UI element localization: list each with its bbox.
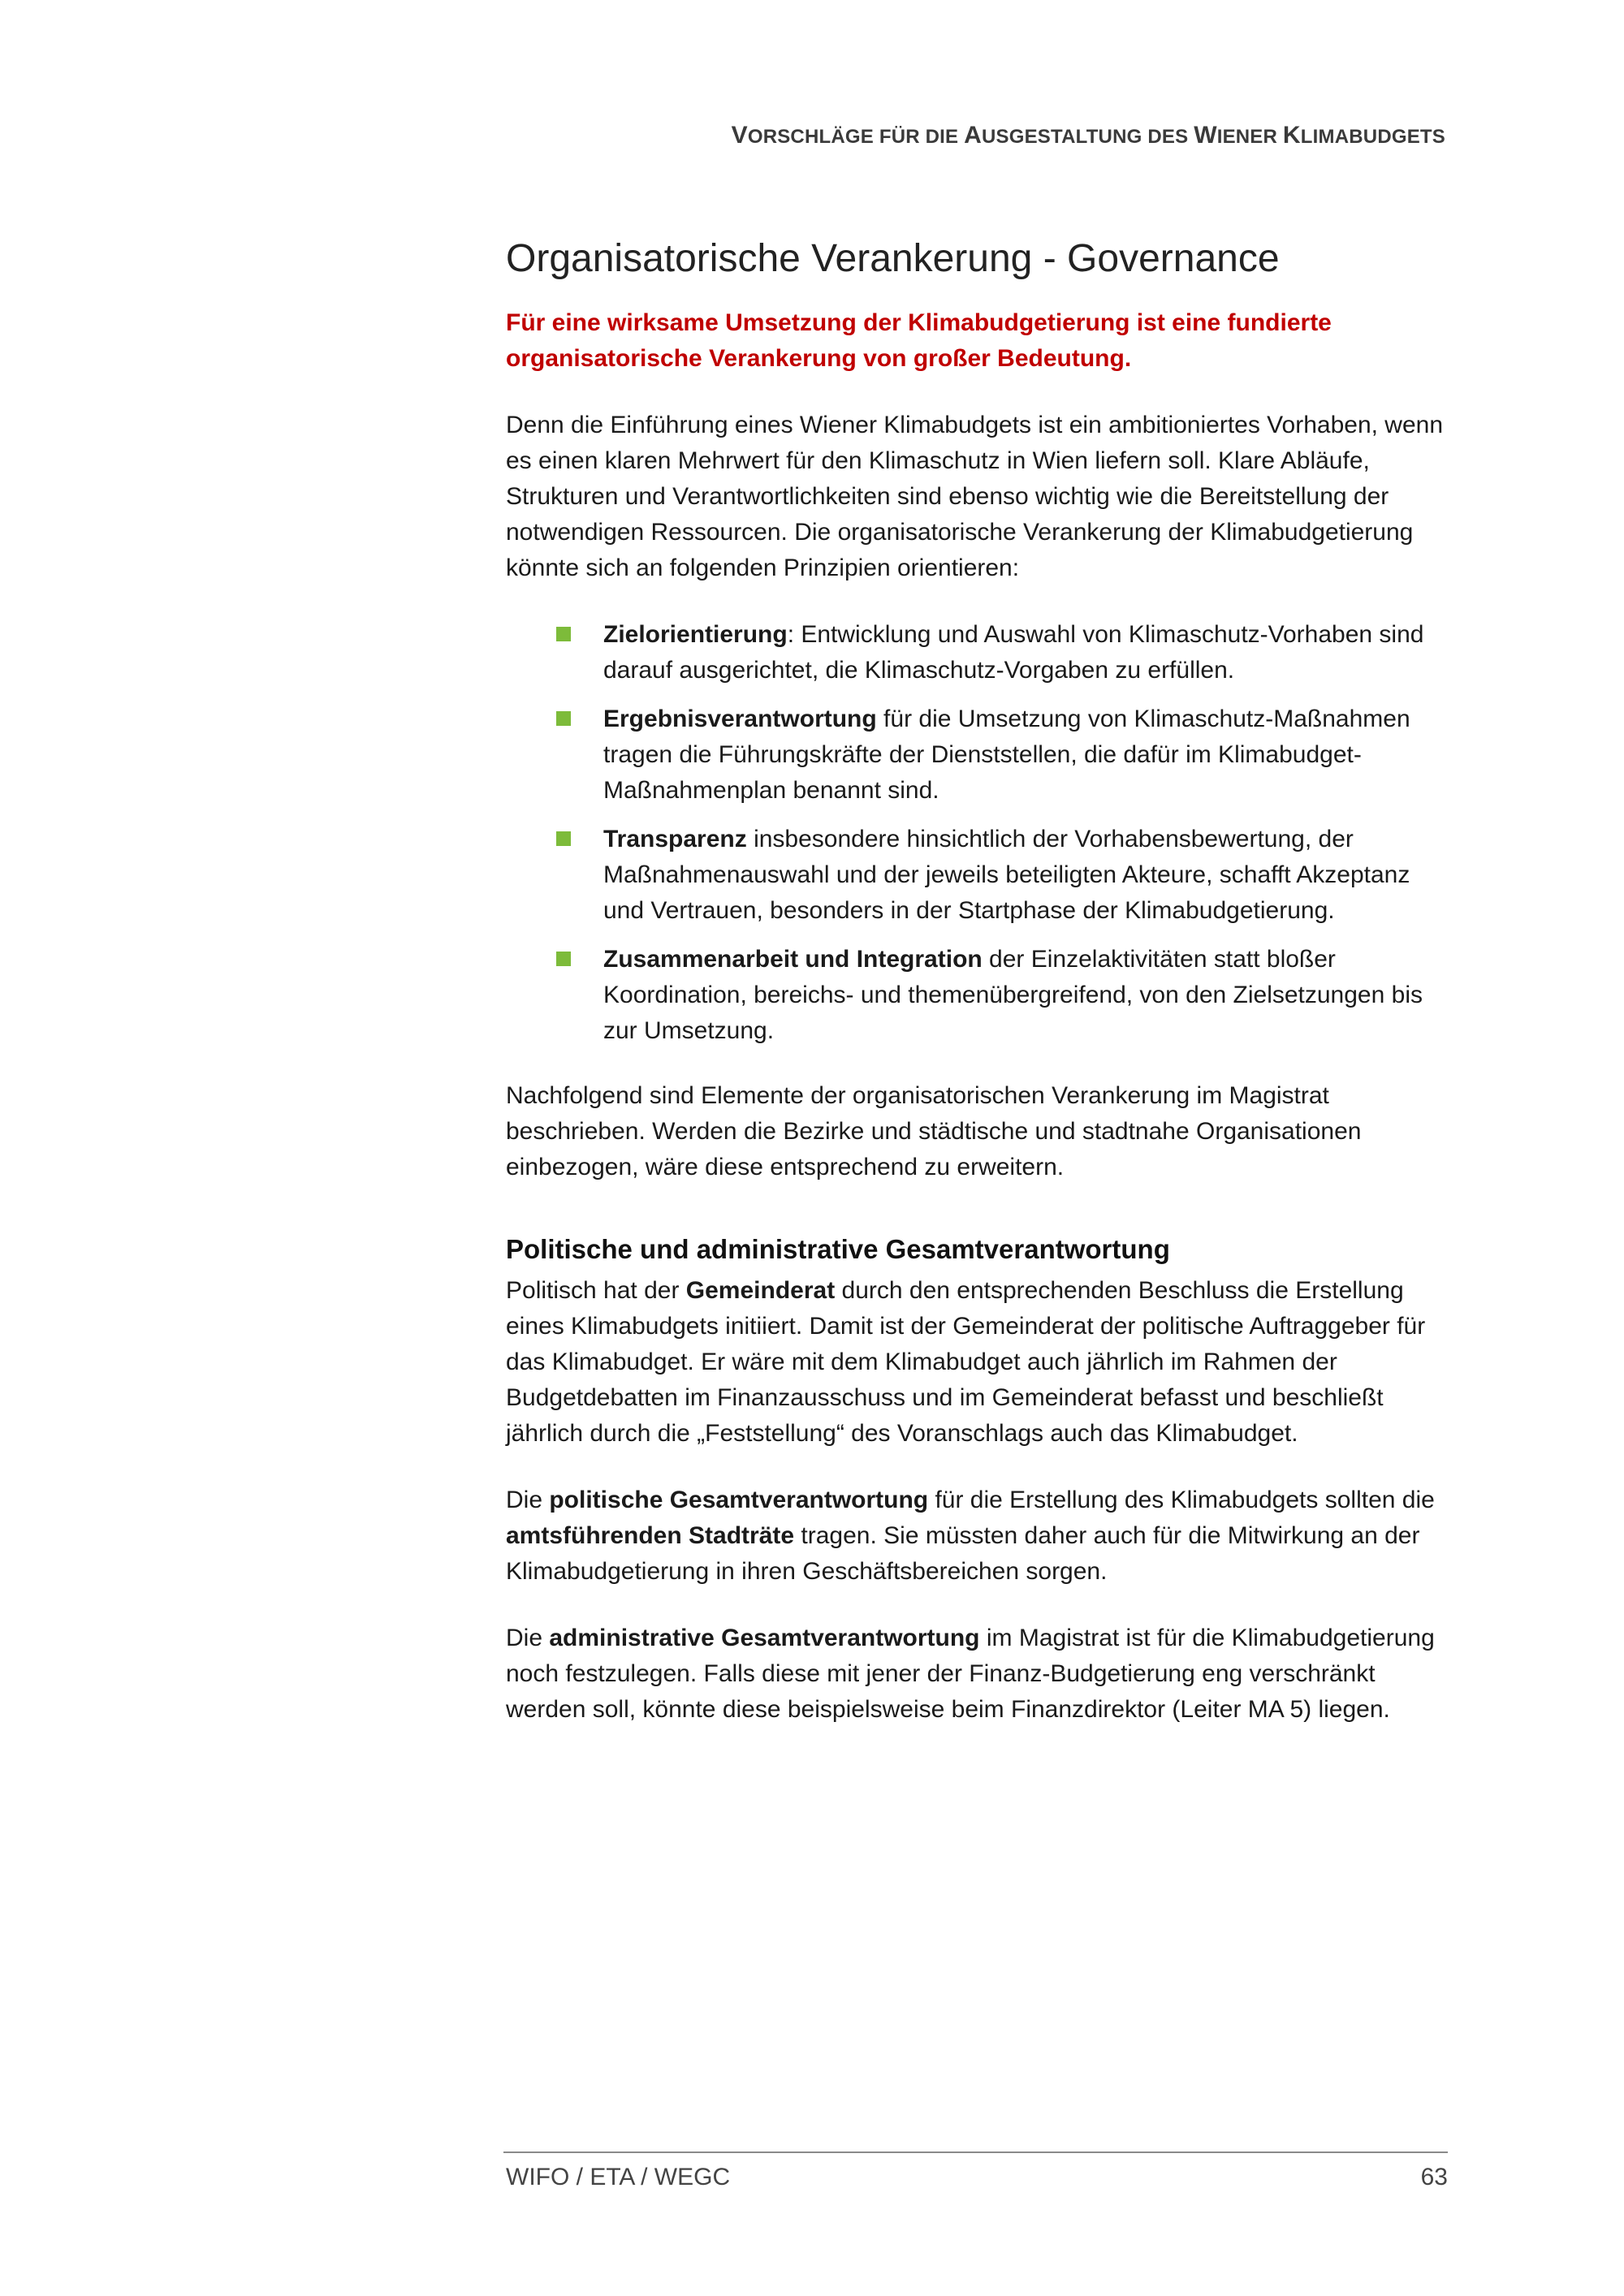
bold-term: amtsführenden Stadträte — [506, 1522, 795, 1550]
list-item — [556, 822, 1448, 929]
text-run: Die — [506, 1625, 550, 1652]
intro-paragraph: Denn die Einführung eines Wiener Klimabudgets ist ein ambitioniertes Vorhaben, wenn es einen klaren Mehrwert für den Klimaschutz in Wien liefern soll. Klare Abläufe, Strukturen und Verantwortlichkeiten sind ebenso wichtig wie die Bereitstellung der notwendigen Ressourcen. Die organisatorische Verankerung der Klimabudgetierung könnte sich an folgenden Prinzipien orientieren: — [506, 411, 1444, 581]
bullet-term: Ergebnisverantwortung — [603, 705, 877, 732]
header-part: LIMABUDGETS — [1300, 126, 1445, 148]
bullet-text: der Einzelaktivitäten statt bloßer Koordination, bereichs- und themenübergreifend, von den Zielsetzungen bis zur Umsetzung. — [603, 945, 1423, 1044]
header-part: IENER — [1216, 126, 1283, 148]
bold-term: politische Gesamtverantwortung — [549, 1487, 929, 1514]
list-item — [556, 701, 1448, 809]
header-part: K — [1282, 122, 1301, 149]
footer-divider — [503, 2151, 1448, 2153]
bullet-square-icon — [556, 711, 571, 726]
bullet-text: insbesondere hinsichtlich der Vorhabensbewertung, der Maßnahmenauswahl und der jeweils beteiligten Akteure, schafft Akzeptanz und Vertrauen, besonders in der Startphase der Klimabudgetierung. — [603, 825, 1410, 924]
after-list-paragraph: Nachfolgend sind Elemente der organisatorischen Verankerung im Magistrat beschrieben. Werden die Bezirke und städtische und stadtnahe Organisationen einbezogen, wäre diese entsprechend zu erweitern. — [506, 1081, 1362, 1180]
section-title: Organisatorische Verankerung - Governance — [506, 237, 1280, 280]
text-run: durch den entsprechenden Beschluss die Erstellung eines Klimabudgets initiiert. Damit ist der Gemeinderat der politische Auftraggeber für das Klimabudget. Er wäre mit dem Klimabudget auch jährlich im Rahmen der Budgetdebatten im Finanzausschuss und im Gemeinderat befasst und beschließt jährlich durch die „Feststellung“ des Voranschlags auch das Klimabudget. — [506, 1277, 1426, 1448]
header-part: A — [964, 122, 982, 149]
bullet-text: für die Umsetzung von Klimaschutz-Maßnahmen tragen die Führungskräfte der Dienststellen, die dafür im Klimabudget-Maßnahmenplan benannt sind. — [603, 705, 1410, 804]
bullet-square-icon — [556, 952, 571, 966]
text-run: tragen. Sie müssten daher auch für die Mitwirkung an der Klimabudgetierung in ihren Geschäftsbereichen sorgen. — [506, 1522, 1420, 1586]
bullet-term: Zusammenarbeit und Integration — [603, 945, 983, 973]
bullet-square-icon — [556, 627, 571, 641]
list-item — [556, 942, 1448, 1049]
header-part: USGESTALTUNG DES — [981, 126, 1194, 148]
text-run: Die — [506, 1487, 550, 1514]
list-item — [556, 617, 1448, 688]
bullet-term: Zielorientierung — [603, 620, 788, 648]
header-part: V — [731, 122, 748, 149]
text-run: für die Erstellung des Klimabudgets sollten die — [928, 1487, 1435, 1514]
bullet-term: Transparenz — [603, 825, 747, 852]
header-part: W — [1194, 122, 1217, 149]
paragraph-administrative — [506, 1621, 1448, 1728]
bullet-text: : Entwicklung und Auswahl von Klimaschutz-Vorhaben sind darauf ausgerichtet, die Klimaschutz-Vorgaben zu erfüllen. — [603, 620, 1424, 684]
main-content — [506, 235, 1448, 1759]
bold-term: Gemeinderat — [685, 1277, 836, 1305]
page-number: 63 — [1420, 2164, 1448, 2190]
footer-authors: WIFO / ETA / WEGC — [506, 2164, 731, 2190]
subheading: Politische und administrative Gesamtverantwortung — [506, 1233, 1170, 1264]
bullet-square-icon — [556, 831, 571, 846]
header-part: ORSCHLÄGE FÜR DIE — [747, 126, 965, 148]
principles-list — [506, 617, 1448, 1049]
lead-statement: Für eine wirksame Umsetzung der Klimabudgetierung ist eine fundierte organisatorische Verankerung von großer Bedeutung. — [506, 309, 1332, 372]
bold-term: administrative Gesamtverantwortung — [549, 1625, 980, 1652]
text-run: im Magistrat ist für die Klimabudgetierung noch festzulegen. Falls diese mit jener der Finanz-Budgetierung eng verschränkt werden soll, könnte diese beispielsweise beim Finanzdirektor (Leiter MA 5) liegen. — [506, 1625, 1435, 1724]
running-header — [503, 122, 1445, 149]
paragraph-gemeinderat — [506, 1273, 1448, 1452]
paragraph-political — [506, 1482, 1448, 1590]
text-run: Politisch hat der — [506, 1277, 686, 1305]
